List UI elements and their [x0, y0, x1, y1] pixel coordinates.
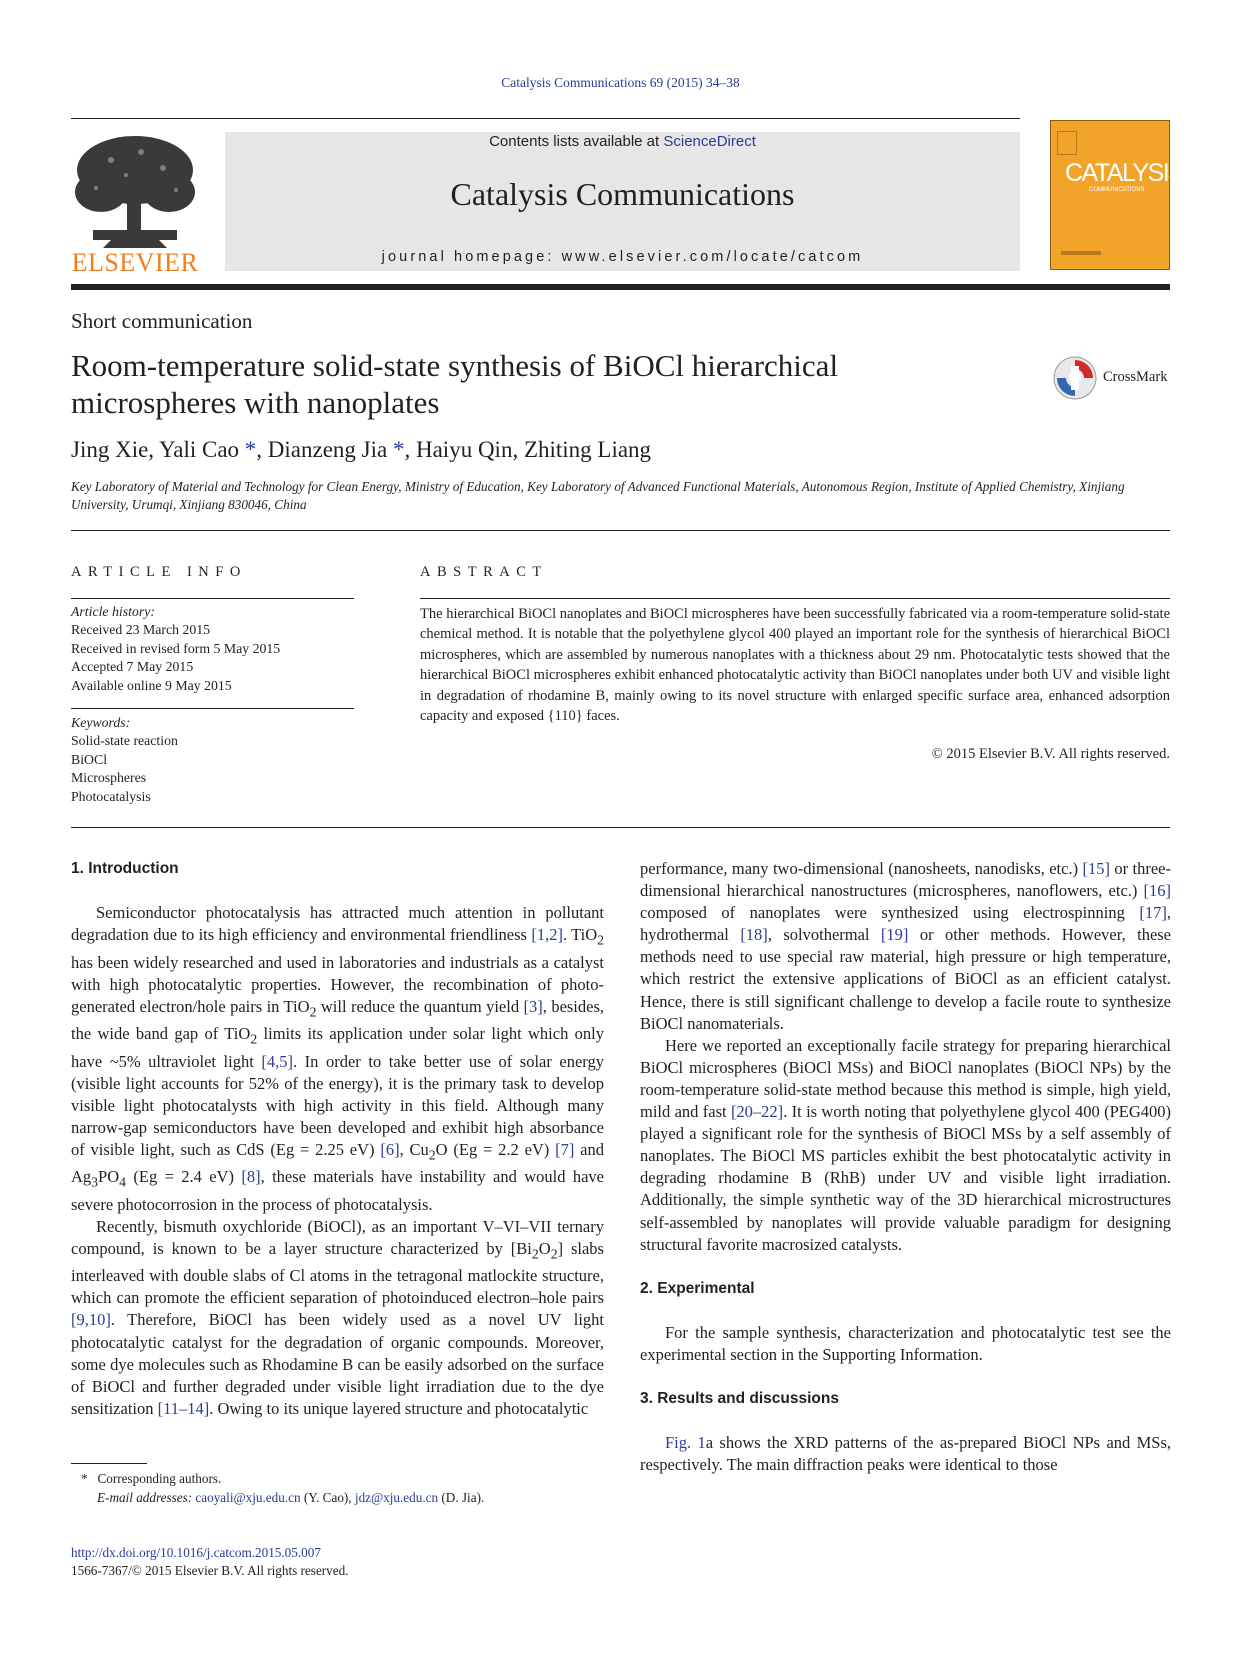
body-column-right	[640, 858, 1171, 1476]
email-label: E-mail addresses:	[97, 1489, 196, 1505]
abstract-rule-top	[420, 598, 1170, 599]
info-rule-middle	[71, 708, 354, 709]
history-received: Received 23 March 2015	[71, 622, 211, 638]
article-type: Short communication	[71, 309, 253, 333]
history-accepted: Accepted 7 May 2015	[71, 659, 194, 675]
article-history	[71, 603, 280, 695]
journal-title: Catalysis Communications	[450, 176, 795, 212]
doi-link[interactable]: http://dx.doi.org/10.1016/j.catcom.2015.05.007	[71, 1545, 321, 1560]
journal-masthead	[225, 132, 1020, 271]
email-link-cao[interactable]: caoyali@xju.edu.cn	[195, 1489, 301, 1505]
abstract-text: The hierarchical BiOCl nanoplates and BiOCl microspheres have been successfully fabricated via a room-temperature solid-state chemical method. It is notable that the polyethylene glycol 400 played an important role for the synthesis of hierarchical BiOCl microspheres, which are assembled by numerous nanoplates with a thickness about 29 nm. Photocatalytic tests showed that the hierarchical BiOCl microspheres exhibit enhanced photocatalytic activity than BiOCl nanoplates under both UV and visible light in degradation of rhodamine B, mainly owing to its novel structure with enlarged specific surface area, enhanced adsorption capacity and exposed {110} faces.	[420, 606, 1170, 725]
intro-paragraph-2-continued: performance, many two-dimensional (nanosheets, nanodisks, etc.) [15] or three-dimensional hierarchical nanostructures (microspheres, nanoflowers, etc.) [16] composed of nanoplates were synthesized using electrospinning [17], hydrothermal [18], solvothermal [19] or other methods. However, these methods need to use special raw material, high pressure or high temperature, which restrict the extensive applications of BiOCl as an efficient catalyst. Hence, there is still significant challenge to develop a facile route to synthesize BiOCl nanomaterials.	[640, 859, 1172, 1033]
history-label: Article history:	[71, 604, 155, 619]
affiliation-rule	[71, 530, 1170, 531]
footnote-corresponding: Corresponding authors.	[97, 1471, 222, 1486]
intro-paragraph-2: Recently, bismuth oxychloride (BiOCl), as an important V–VI–VII ternary compound, is known to be a layer structure characterized by $[Bi_2O_2]$ slabs interleaved with double slabs of Cl atoms in the tetragonal matlockite structure, which can promote the efficient separation of photoinduced electron–hole pairs [9,10]. Therefore, BiOCl has been widely used as a novel UV light photocatalytic catalyst for the degradation of organic compounds. Moreover, some dye molecules such as Rhodamine B can be easily adsorbed on the surface of BiOCl and further degraded under visible light irradiation due to the dye sensitization [11–14]. Owing to its unique layered structure and photocatalytic	[71, 1216, 604, 1418]
journal-cover-thumbnail[interactable]	[1050, 120, 1184, 270]
corresponding-marker-1[interactable]: *	[244, 437, 257, 462]
footnote-marker: *	[81, 1471, 88, 1486]
journal-homepage[interactable]: journal homepage: www.elsevier.com/locate/catcom	[381, 249, 864, 265]
intro-paragraph-1: Semiconductor photocatalysis has attracted much attention in pollutant degradation due to its high efficiency and environmental friendliness [1,2]. TiO$_2$ has been widely researched and used in laboratories and industrials as a catalyst with high photocatalytic properties. However, the recombination of photo-generated electron/hole pairs in TiO$_2$ will reduce the quantum yield [3], besides, the wide band gap of TiO$_2$ limits its application under solar light which only have ~5% ultraviolet light [4,5]. In order to take better use of solar energy (visible light accounts for 52% of the energy), it is the primary task to develop visible light photocatalysts with high activity in this field. Although many narrow-gap semiconductors have been developed and exhibit high absorbance of visible light, such as CdS (Eg = 2.25 eV) [6], $Cu_2O$ (Eg = 2.2 eV) [7] and $Ag_3PO_4$ (Eg = 2.4 eV) [8], these materials have instability and would have severe photocorrosion in the process of photocatalysis.	[71, 903, 605, 1214]
email-link-jia[interactable]: jdz@xju.edu.cn	[354, 1489, 439, 1505]
masthead-rule	[71, 284, 1170, 290]
citation-link[interactable]: [8]	[241, 1167, 261, 1187]
header-rule	[71, 118, 1020, 119]
cover-title: CATALYSIS	[1065, 159, 1184, 187]
cover-emblem	[1057, 131, 1077, 155]
citation-link[interactable]: [9,10]	[71, 1310, 111, 1330]
abstract-rule-bottom	[71, 827, 1170, 828]
citation-link[interactable]: [7]	[555, 1139, 575, 1159]
section-heading-results: 3. Results and discussions	[640, 1389, 839, 1407]
corresponding-marker-2[interactable]: *	[392, 437, 405, 462]
abstract-heading: ABSTRACT	[420, 564, 548, 580]
citation-link[interactable]: [6]	[380, 1139, 400, 1159]
intro-paragraph-3: Here we reported an exceptionally facile strategy for preparing hierarchical BiOCl microspheres (BiOCl MSs) and BiOCl nanoplates (BiOCl NPs) by the room-temperature solid-state method because this method is simple, high yield, mild and fast [20–22]. It is worth noting that polyethylene glycol 400 (PEG400) played a significant role for the synthesis of BiOCl MSs by a self assembly of nanoplates. The BiOCl MS particles exhibit the best photocatalytic activity in degrading rhodamine B (RhB) under UV and visible light irradiation. Additionally, the simple synthetic way of the 3D hierarchical microstructures self-assembled by nanoplates will provide valuable paradigm for designing structural favorite macrosized catalysts.	[640, 1035, 1171, 1254]
abstract-copyright: © 2015 Elsevier B.V. All rights reserved.	[931, 746, 1170, 762]
citation-link[interactable]: [20–22]	[730, 1102, 784, 1122]
author-list	[71, 437, 651, 463]
sciencedirect-link[interactable]: ScienceDirect	[663, 133, 756, 150]
authors-part-2: , Dianzeng Jia	[256, 437, 393, 462]
citation-link[interactable]: [1,2]	[531, 925, 563, 945]
citation-link[interactable]: [16]	[1143, 881, 1171, 901]
journal-citation-link[interactable]: Catalysis Communications 69 (2015) 34–38	[501, 75, 740, 90]
section-heading-introduction: 1. Introduction	[71, 860, 179, 877]
keywords-label: Keywords:	[71, 715, 131, 730]
authors-part-3: , Haiyu Qin, Zhiting Liang	[404, 437, 652, 462]
citation-link[interactable]: [18]	[740, 925, 768, 945]
contents-prefix: Contents lists available at	[489, 133, 664, 150]
authors-part-1: Jing Xie, Yali Cao	[71, 437, 245, 462]
citation-link[interactable]: [4,5]	[261, 1051, 293, 1071]
keyword-item: BiOCl	[71, 751, 108, 767]
citation-link[interactable]: [11–14]	[157, 1398, 210, 1418]
contents-line	[225, 133, 1020, 150]
footnote-rule	[71, 1463, 147, 1464]
cover-subtitle: COMMUNICATIONS	[1089, 187, 1145, 193]
keywords	[71, 714, 178, 806]
crossmark-icon[interactable]	[1053, 356, 1097, 400]
figure-link[interactable]: Fig. 1	[665, 1433, 706, 1453]
issn-line: 1566-7367/© 2015 Elsevier B.V. All rights reserved.	[71, 1563, 349, 1578]
results-paragraph: Fig. 1a shows the XRD patterns of the as-prepared BiOCl NPs and MSs, respectively. The main diffraction peaks were identical to those	[640, 1433, 1171, 1475]
experimental-paragraph: For the sample synthesis, characterization and photocatalytic test see the experimental section in the Supporting Information.	[640, 1322, 1171, 1364]
citation-link[interactable]: [17]	[1139, 903, 1167, 923]
history-revised: Received in revised form 5 May 2015	[71, 640, 281, 656]
keyword-item: Solid-state reaction	[71, 733, 178, 749]
corresponding-footnote: * Corresponding authors. E-mail addresses: caoyali@xju.edu.cn (Y. Cao), jdz@xju.edu.cn (D. Jia).	[71, 1470, 484, 1507]
keyword-item: Microspheres	[71, 770, 147, 786]
article-info-heading: ARTICLE INFO	[71, 564, 247, 580]
citation-link[interactable]: [3]	[523, 996, 543, 1016]
affiliation: Key Laboratory of Material and Technology for Clean Energy, Ministry of Education, Key Laboratory of Advanced Functional Materials, Autonomous Region, Institute of Applied Chemistry, Xinjiang University, Urumqi, Xinjiang 830046, China	[71, 479, 1125, 512]
cover-bar	[1061, 251, 1101, 255]
citation-link[interactable]: [19]	[880, 925, 909, 945]
section-heading-experimental: 2. Experimental	[640, 1279, 755, 1297]
doi-block	[71, 1544, 349, 1580]
info-rule-top	[71, 598, 354, 599]
crossmark-label[interactable]: CrossMark	[1103, 369, 1168, 385]
elsevier-wordmark[interactable]: ELSEVIER	[71, 248, 199, 277]
body-column-left	[71, 858, 604, 1420]
keyword-item: Photocatalysis	[71, 788, 151, 804]
article-title: Room-temperature solid-state synthesis of BiOCl hierarchical microspheres with nanoplates	[71, 348, 839, 420]
citation-link[interactable]: [15]	[1082, 859, 1110, 878]
history-online: Available online 9 May 2015	[71, 677, 232, 693]
